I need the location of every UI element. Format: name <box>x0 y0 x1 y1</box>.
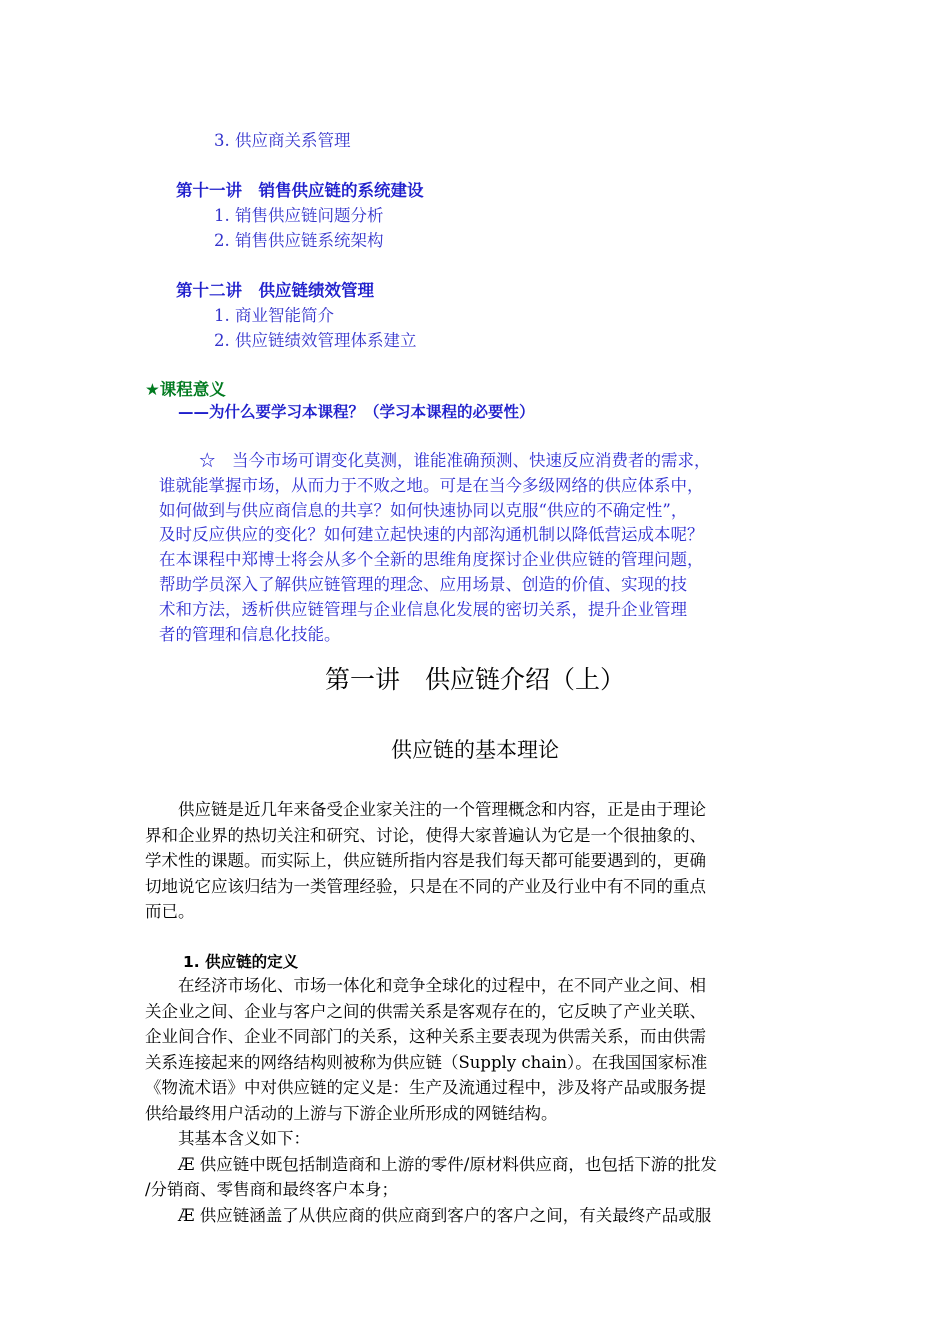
lecture-12-title: 第十二讲 供应链绩效管理 <box>176 281 374 300</box>
lecture-1-title: 第一讲 供应链介绍（上） <box>324 665 625 694</box>
paragraph-line: 供应链是近几年来备受企业家关注的一个管理概念和内容，正是由于理论 <box>145 800 706 819</box>
paragraph-line: Æ 供应链中既包括制造商和上游的零件/原材料供应商，也包括下游的批发 <box>145 1154 717 1174</box>
paragraph-line: 供给最终用户活动的上游与下游企业所形成的网链结构。 <box>145 1103 558 1123</box>
toc-item: 1. 销售供应链问题分析 <box>214 206 384 225</box>
toc-item: 2. 销售供应链系统架构 <box>214 231 384 250</box>
toc-item: 3. 供应商关系管理 <box>214 131 351 150</box>
significance-subheading: ——为什么要学习本课程？（学习本课程的必要性） <box>178 403 535 421</box>
paragraph-line: 界和企业界的热切关注和研究、讨论，使得大家普遍认为它是一个很抽象的、 <box>145 825 706 845</box>
paragraph-line: 切地说它应该归结为一类管理经验，只是在不同的产业及行业中有不同的重点 <box>145 876 706 896</box>
significance-paragraph <box>159 449 799 647</box>
paragraph-line: 其基本含义如下： <box>145 1129 310 1148</box>
paragraph-line: ☆ 当今市场可谓变化莫测，谁能准确预测、快速反应消费者的需求， <box>199 451 711 470</box>
paragraph-line: 谁就能掌握市场，从而力于不败之地。可是在当今多级网络的供应体系中， <box>159 475 704 495</box>
paragraph-line: 学术性的课题。而实际上，供应链所指内容是我们每天都可能要遇到的，更确 <box>145 851 706 870</box>
paragraph-line: 企业间合作、企业不同部门的关系，这种关系主要表现为供需关系，而由供需 <box>145 1027 706 1046</box>
paragraph-line: 《物流术语》中对供应链的定义是：生产及流通过程中，涉及将产品或服务提 <box>145 1078 706 1097</box>
paragraph-line: 而已。 <box>145 902 195 921</box>
paragraph-line: 者的管理和信息化技能。 <box>159 624 341 644</box>
paragraph-line: /分销商、零售商和最终客户本身； <box>145 1180 399 1199</box>
paragraph-line: 在本课程中郑博士将会从多个全新的思维角度探讨企业供应链的管理问题， <box>159 550 704 570</box>
definition-paragraph <box>145 973 810 1228</box>
paragraph-line: 帮助学员深入了解供应链管理的理念、应用场景、创造的价值、实现的技 <box>159 574 687 594</box>
paragraph-line: 及时反应供应的变化？如何建立起快速的内部沟通机制以降低营运成本呢？ <box>159 525 704 545</box>
paragraph-line: 关企业之间、企业与客户之间的供需关系是客观存在的，它反映了产业关联、 <box>145 1001 706 1021</box>
paragraph-line: 在经济市场化、市场一体化和竞争全球化的过程中，在不同产业之间、相 <box>145 976 706 995</box>
definition-heading: 1. 供应链的定义 <box>183 953 299 971</box>
paragraph-line: 关系连接起来的网络结构则被称为供应链（Supply chain）。在我国国家标准 <box>145 1052 708 1072</box>
toc-item: 1. 商业智能简介 <box>214 306 334 325</box>
lecture-11-title: 第十一讲 销售供应链的系统建设 <box>176 181 424 200</box>
paragraph-line: 如何做到与供应商信息的共享？如何快速协同以克服“供应的不确定性”， <box>159 500 688 520</box>
section-title: 供应链的基本理论 <box>391 738 559 762</box>
intro-paragraph <box>145 797 810 925</box>
toc-item: 2. 供应链绩效管理体系建立 <box>214 331 417 350</box>
significance-heading: ★课程意义 <box>145 380 226 399</box>
paragraph-line: Æ 供应链涵盖了从供应商的供应商到客户的客户之间，有关最终产品或服 <box>145 1205 712 1225</box>
paragraph-line: 术和方法，透析供应链管理与企业信息化发展的密切关系，提升企业管理 <box>159 599 687 619</box>
